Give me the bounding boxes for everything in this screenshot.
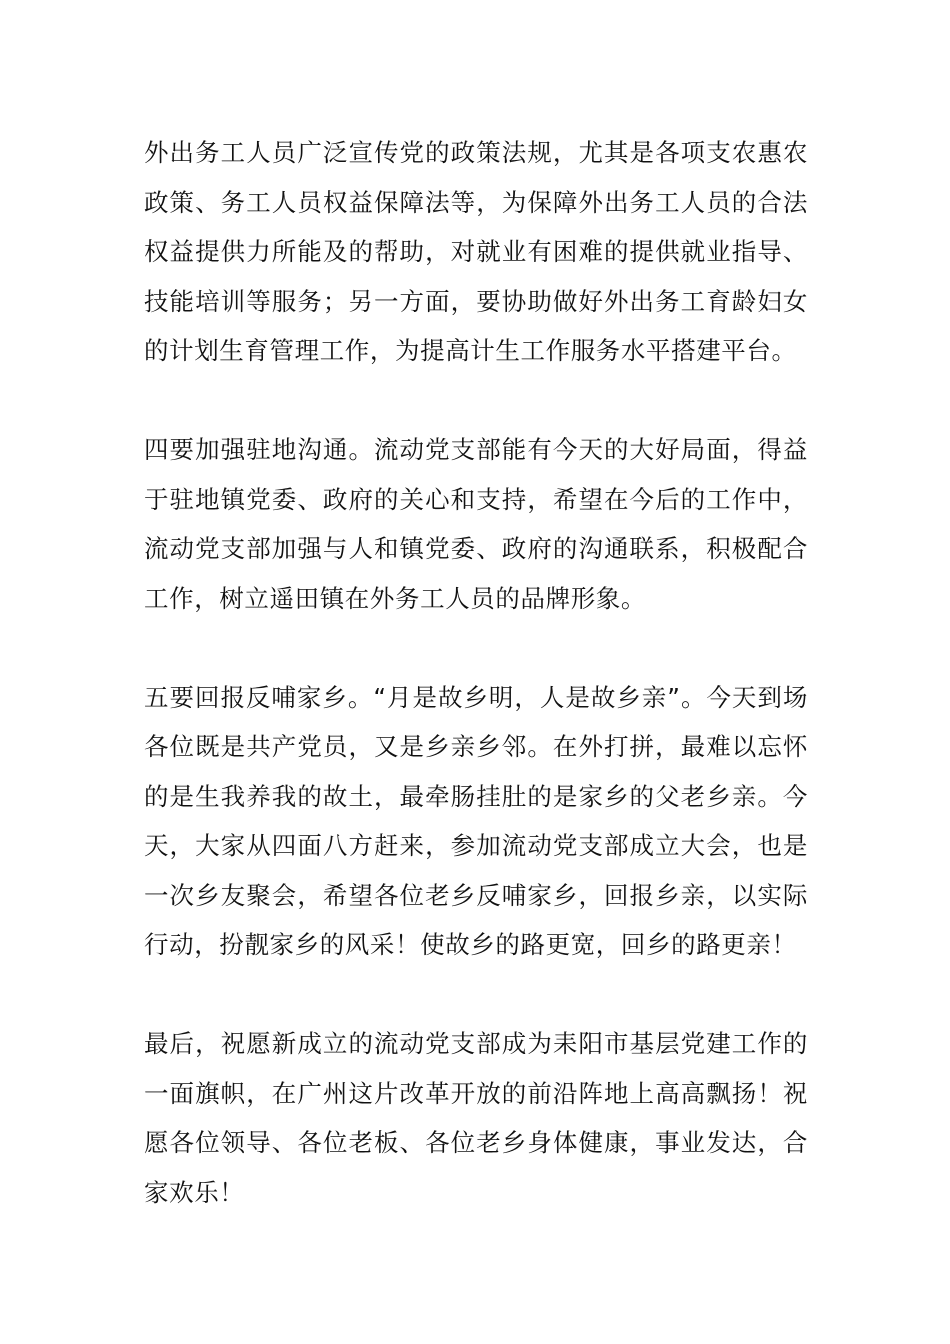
paragraph-closing-wishes: 最后，祝愿新成立的流动党支部成为耒阳市基层党建工作的一面旗帜，在广州这片改革开放的前沿阵地上高高飘扬！祝愿各位领导、各位老板、各位老乡身体健康，事业发达，合家欢乐！ bbox=[144, 1029, 808, 1207]
paragraph-policy-publicity: 外出务工人员广泛宣传党的政策法规，尤其是各项支农惠农政策、务工人员权益保障法等，为保障外出务工人员的合法权益提供力所能及的帮助，对就业有困难的提供就业指导、技能培训等服务；另一方面，要协助做好外出务工育龄妇女的计划生育管理工作，为提高计生工作服务水平搭建平台。 bbox=[144, 138, 808, 365]
paragraph-local-communication: 四要加强驻地沟通。流动党支部能有今天的大好局面，得益于驻地镇党委、政府的关心和支持，希望在今后的工作中，流动党支部加强与人和镇党委、政府的沟通联系，积极配合工作，树立遥田镇在外务工人员的品牌形象。 bbox=[144, 435, 808, 613]
document-body bbox=[144, 128, 808, 1217]
paragraph-give-back-hometown: 五要回报反哺家乡。“月是故乡明，人是故乡亲”。今天到场各位既是共产党员，又是乡亲乡邻。在外打拼，最难以忘怀的是生我养我的故土，最牵肠挂肚的是家乡的父老乡亲。今天，大家从四面八方赶来，参加流动党支部成立大会，也是一次乡友聚会，希望各位老乡反哺家乡，回报乡亲，以实际行动，扮靓家乡的风采！使故乡的路更宽，回乡的路更亲！ bbox=[144, 682, 808, 959]
